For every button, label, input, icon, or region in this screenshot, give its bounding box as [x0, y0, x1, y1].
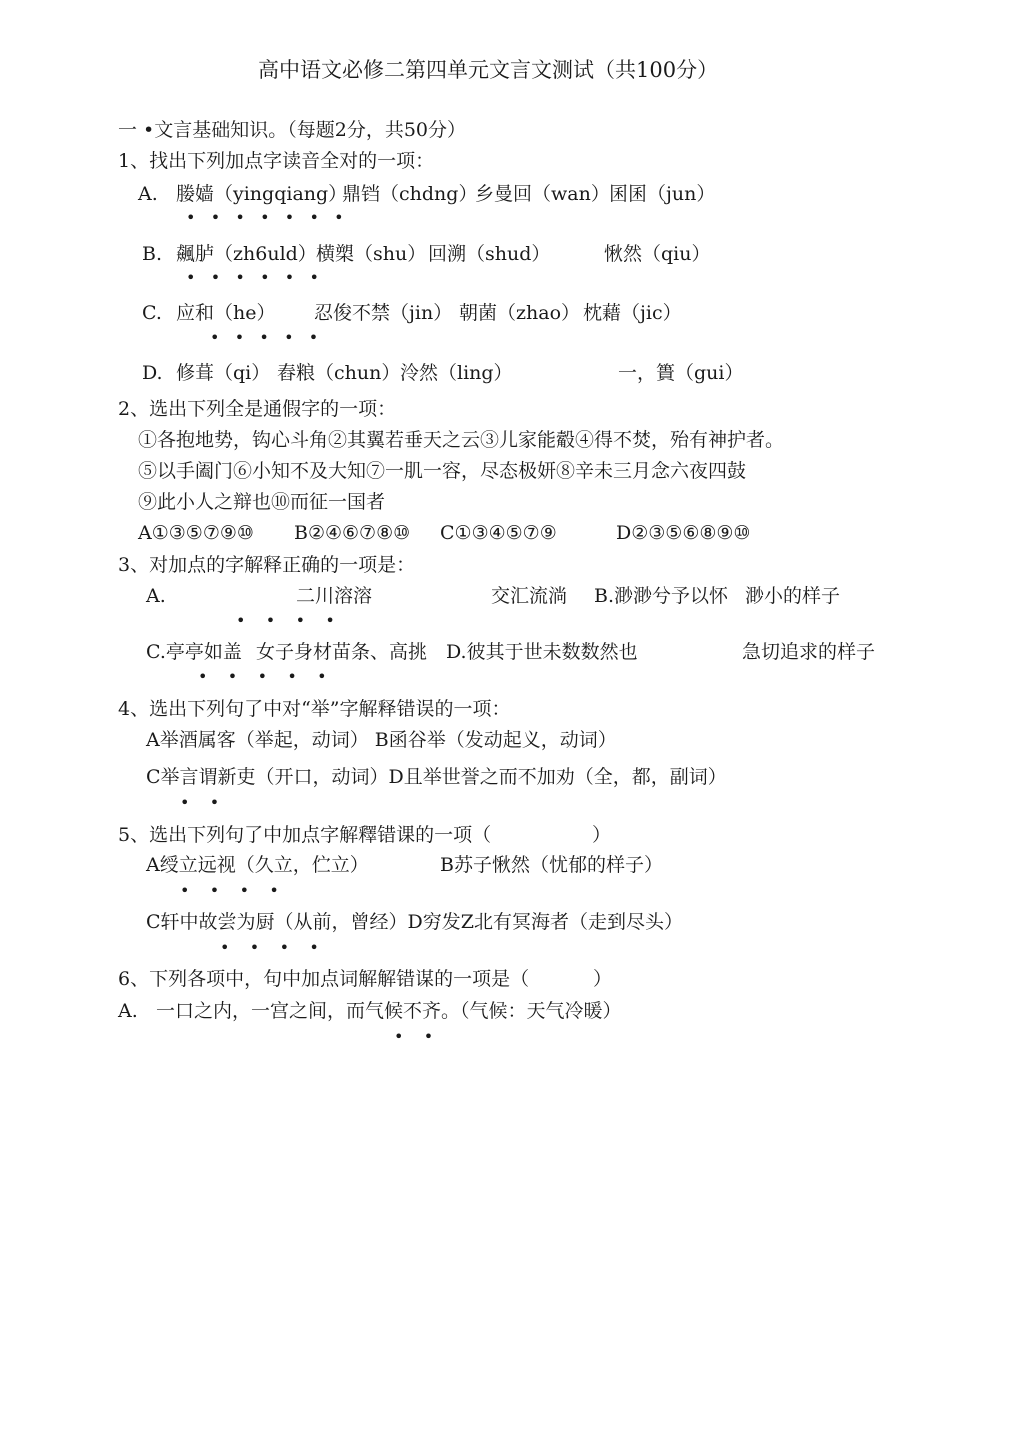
q4-option-line: C举言谓新吏（开口，动词）D且举世誉之而不加劝（全，都，副词） — [146, 766, 727, 788]
option-phrase: 回溯（shud） — [428, 243, 551, 265]
question-text: 5、选出下列句了中加点字解釋错课的一项（ — [118, 824, 492, 846]
option-label: D. — [142, 362, 163, 384]
option-phrase: 鼎铛（chdng） — [342, 183, 478, 205]
emphasis-dots: • • — [180, 793, 220, 812]
option-choice: B②④⑥⑦⑧⑩ — [294, 522, 411, 544]
q2-options — [138, 524, 818, 546]
option-phrase: 愀然（qiu） — [604, 243, 711, 265]
q5-option-line: C轩中故尝为厨（从前，曾经）D穷发Z北有冥海者（走到尽头） — [146, 911, 683, 933]
option-label: B. — [142, 243, 163, 265]
emphasis-dots: • • • • — [236, 611, 335, 630]
option-label: A. — [138, 183, 158, 205]
emphasis-dots: • • • • • • — [186, 268, 319, 287]
option-phrase: 囷囷（jun） — [609, 183, 716, 205]
option-phrase: 应和（he） — [176, 302, 276, 324]
question-5-stem — [118, 826, 618, 848]
option-phrase: 忍俊不禁（jin） — [314, 302, 453, 324]
option-phrase: 媵嫱（yingqiang） — [176, 183, 348, 205]
emphasis-dots: • • — [394, 1027, 434, 1046]
option-phrase: D.彼其于世未数数然也 — [446, 641, 638, 663]
answer-paren-close: ） — [593, 968, 613, 990]
option-choice: D②③⑤⑥⑧⑨⑩ — [616, 522, 751, 544]
q5-line-ab — [146, 856, 686, 878]
question-6-stem — [118, 970, 618, 992]
option-meaning: 交汇流淌 — [491, 585, 568, 607]
question-text: 6、下列各项中，句中加点词解解错谋的一项是（ — [118, 968, 530, 990]
option-meaning: 渺小的样子 — [745, 585, 841, 607]
question-4-stem: 4、选出下列句了中对“举”字解释错误的一项： — [118, 698, 511, 720]
q2-item-line: ①各抱地势，钩心斗角②其翼若垂天之云③儿家能觳④得不焚，殆有神护者。 — [138, 429, 785, 451]
q3-line-ab — [146, 587, 866, 609]
emphasis-dots: • • • • — [220, 938, 319, 957]
option-choice: C①③④⑤⑦⑨ — [440, 522, 557, 544]
option-phrase: 枕藉（jic） — [583, 302, 682, 324]
option-phrase: C.亭亭如盖 — [146, 641, 242, 663]
option-phrase: 朝菌（zhao） — [459, 302, 581, 324]
option-phrase: 乡曼回（wan） — [475, 183, 610, 205]
option-phrase: 泠然（ling） — [400, 362, 513, 384]
option-phrase: A绶立远视（久立，伫立） — [146, 854, 369, 876]
option-phrase: 二川溶溶 — [296, 585, 373, 607]
emphasis-dots: • • • • • — [198, 667, 327, 686]
section-heading: 一 •文言基础知识。（每题2分，共50分） — [118, 119, 467, 141]
option-choice: A①③⑤⑦⑨⑩ — [138, 522, 254, 544]
q2-item-line: ⑨此小人之辩也⑩而征一国者 — [138, 491, 386, 513]
emphasis-dots: • • • • • • • — [186, 208, 344, 227]
q1-option-c — [142, 304, 742, 326]
option-meaning: 急切追求的样子 — [742, 641, 876, 663]
q2-item-line: ⑤以手阖门⑥小知不及大知⑦一肌一容，尽态极妍⑧辛未三月念六夜四鼓 — [138, 460, 747, 482]
q6-option-a — [118, 1002, 678, 1024]
option-phrase: 一，簣（gui） — [618, 362, 744, 384]
option-meaning: 女子身材苗条、高挑 — [256, 641, 428, 663]
question-2-stem: 2、选出下列全是通假字的一项： — [118, 398, 397, 420]
q1-option-d — [142, 364, 742, 386]
option-label: C. — [142, 302, 162, 324]
q1-option-a — [138, 185, 738, 207]
option-phrase: B苏子愀然（忧郁的样子） — [440, 854, 663, 876]
option-phrase: 一口之内，一宫之间，而气候不齐。（气候：天气冷暖） — [156, 1000, 622, 1022]
answer-paren-close: ） — [592, 824, 612, 846]
option-phrase: 飆胪（zh6uld） — [176, 243, 317, 265]
option-phrase: B.渺渺兮予以怀 — [594, 585, 729, 607]
q4-option-line: A举酒属客（举起，动词） B函谷举（发动起义，动词） — [146, 729, 617, 751]
question-3-stem: 3、对加点的字解释正确的一项是： — [118, 554, 416, 576]
emphasis-dots: • • • • • — [210, 328, 319, 347]
option-phrase: 舂粮（chun） — [277, 362, 401, 384]
option-phrase: 横槊（shu） — [316, 243, 427, 265]
question-1-stem: 1、找出下列加点字读音全对的一项： — [118, 150, 435, 172]
option-phrase: 修葺（qi） — [176, 362, 271, 384]
q1-option-b — [142, 245, 742, 267]
option-label: A. — [118, 1000, 138, 1022]
q3-line-cd — [146, 643, 906, 665]
option-label: A. — [146, 585, 166, 607]
emphasis-dots: • • • • — [180, 881, 279, 900]
page-title: 高中语文必修二第四单元文言文测试（共100分） — [258, 58, 719, 82]
